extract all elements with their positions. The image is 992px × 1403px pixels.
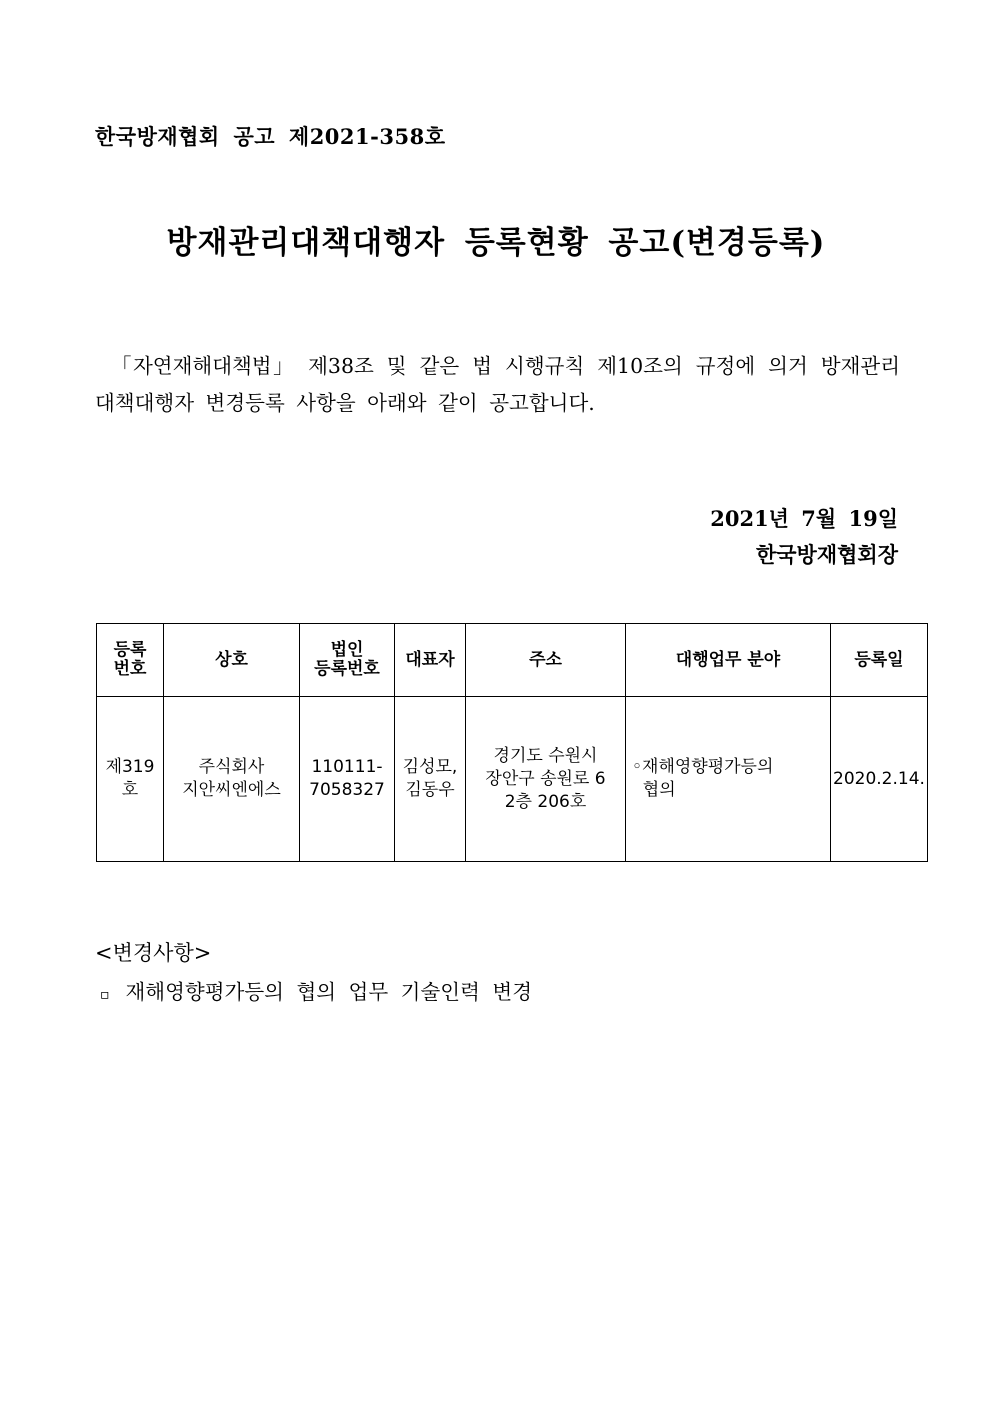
header-reg-date: 등록일: [831, 624, 928, 697]
issuer-name: 한국방재협회장: [755, 542, 898, 567]
registration-table: [96, 623, 928, 862]
cell-address: 경기도 수원시 장안구 송원로 6 2층 206호: [466, 697, 626, 862]
notice-number: 한국방재협회 공고 제2021-358호: [95, 124, 446, 149]
body-paragraph: [95, 348, 900, 422]
header-representative: 대표자: [395, 624, 466, 697]
header-reg-no: 등록 번호: [97, 624, 164, 697]
cell-representative: 김성모, 김동우: [395, 697, 466, 862]
header-corp-no: 법인 등록번호: [300, 624, 395, 697]
body-line-1: 「자연재해대책법」 제38조 및 같은 법 시행규칙 제10조의 규정에 의거 방재관리: [111, 354, 900, 378]
table-header-row: [97, 624, 928, 697]
square-bullet-icon: ▫: [100, 987, 110, 1003]
cell-company: 주식회사 지안씨엔에스: [164, 697, 300, 862]
cell-reg-date: 2020.2.14.: [831, 697, 928, 862]
changes-heading: <변경사항>: [95, 941, 212, 965]
cell-business-field: ◦재해영향평가등의 협의: [626, 697, 831, 862]
cell-corp-no: 110111- 7058327: [300, 697, 395, 862]
changes-list-item: [100, 975, 532, 1005]
document-title: 방재관리대책대행자 등록현황 공고(변경등록): [166, 225, 826, 261]
body-line-2: 대책대행자 변경등록 사항을 아래와 같이 공고합니다.: [95, 391, 595, 415]
changes-item-text: 재해영향평가등의 협의 업무 기술인력 변경: [125, 980, 533, 1004]
header-company: 상호: [164, 624, 300, 697]
header-address: 주소: [466, 624, 626, 697]
table-row: [97, 697, 928, 862]
notice-date: 2021년 7월 19일: [710, 506, 898, 531]
cell-reg-no: 제319호: [97, 697, 164, 862]
header-business-field: 대행업무 분야: [626, 624, 831, 697]
